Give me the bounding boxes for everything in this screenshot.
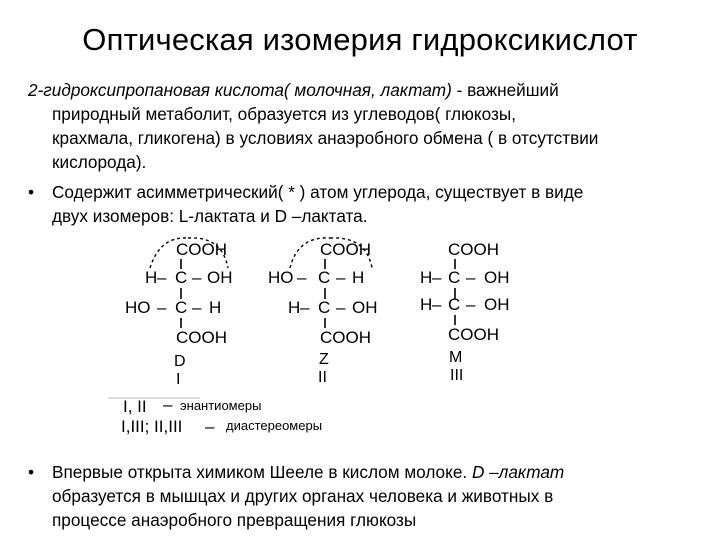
isomer-legend xyxy=(108,395,322,436)
molecule-2-c1-left: HO xyxy=(268,268,294,287)
d-lactate-term: D –лактат xyxy=(471,462,565,482)
molecule-1-carbon-2: C xyxy=(175,298,188,317)
molecule-2-top-group: COOH xyxy=(320,240,371,259)
legend-diastereomers-label: диастереомеры xyxy=(226,418,323,433)
svg-text:–: – xyxy=(205,417,215,436)
svg-text:–: – xyxy=(192,268,202,287)
molecule-1-carbon-1: C xyxy=(175,268,188,287)
svg-text:–: – xyxy=(466,268,476,287)
molecule-3-carbon-2: C xyxy=(448,295,461,314)
bullet-scheele-discovery xyxy=(28,460,718,532)
bullet2-line-1: Впервые открыта химиком Шееле в кислом молоке. D –лактат xyxy=(52,462,565,482)
molecule-1-numeral: I xyxy=(176,371,181,388)
intro-line-4: кислорода). xyxy=(52,152,147,172)
svg-text:–: – xyxy=(336,268,346,287)
acid-name: 2-гидроксипропановая кислота( молочная, лактат) xyxy=(28,80,452,100)
bullet1-line-2: двух изомеров: L-лактата и D –лактата. xyxy=(52,206,368,226)
svg-text:–: – xyxy=(300,298,310,317)
svg-text:–: – xyxy=(192,298,202,317)
molecule-3-c1-left: H xyxy=(420,268,433,287)
legend-enantiomer-pair: I, II xyxy=(123,397,147,416)
legend-enantiomers-label: энантиомеры xyxy=(180,398,262,413)
slide-title: Оптическая изомерия гидроксикислот xyxy=(82,22,638,57)
molecule-3-carbon-1: C xyxy=(448,268,461,287)
molecule-2-letter: Z xyxy=(319,351,329,368)
bullet-marker: • xyxy=(28,462,35,482)
svg-text:–: – xyxy=(157,268,167,287)
bullet2-line-3: процессе анаэробного превращения глюкозы xyxy=(52,510,417,530)
molecule-3-bottom-group: COOH xyxy=(448,325,499,344)
svg-text:–: – xyxy=(432,268,442,287)
molecule-1-bottom-group: COOH xyxy=(176,328,227,347)
molecule-2 xyxy=(268,238,378,386)
molecule-1 xyxy=(125,238,233,388)
molecule-3 xyxy=(420,240,510,384)
molecule-1-top-group: COOH xyxy=(176,240,227,259)
molecule-2-numeral: II xyxy=(318,369,327,386)
molecule-2-c1-right: H xyxy=(352,268,365,287)
molecule-2-c2-left: H xyxy=(288,298,301,317)
intro-line-1: 2-гидроксипропановая кислота( молочная, лактат) - важнейший xyxy=(28,80,559,100)
intro-line-3: крахмала, гликогена) в условиях анаэробного обмена ( в отсутствии xyxy=(52,128,599,148)
molecule-1-c2-right: H xyxy=(209,298,222,317)
svg-text:–: – xyxy=(466,295,476,314)
svg-text:–: – xyxy=(163,395,173,414)
bullet2-line-2: образуется в мышцах и других органах человека и животных в xyxy=(52,486,554,506)
intro-line-2: природный метаболит, образуется из углеводов( глюкозы, xyxy=(52,104,516,124)
svg-text:–: – xyxy=(336,298,346,317)
molecule-3-top-group: COOH xyxy=(448,240,499,259)
molecule-3-letter: M xyxy=(449,349,463,366)
molecule-3-numeral: III xyxy=(450,367,464,384)
molecule-3-c2-right: OH xyxy=(484,295,510,314)
molecule-1-c2-left: HO xyxy=(125,298,151,317)
svg-text:–: – xyxy=(432,295,442,314)
bullet-marker: • xyxy=(28,182,35,202)
molecule-3-c1-right: OH xyxy=(484,268,510,287)
molecule-2-c2-right: OH xyxy=(352,298,378,317)
molecule-1-c1-left: H xyxy=(145,268,158,287)
legend-diastereomer-pairs: I,III; II,III xyxy=(121,417,183,436)
molecule-2-carbon-1: C xyxy=(318,268,331,287)
svg-text:–: – xyxy=(297,268,307,287)
molecule-3-c2-left: H xyxy=(420,295,433,314)
molecule-2-carbon-2: C xyxy=(318,298,331,317)
molecule-2-bottom-group: COOH xyxy=(320,328,371,347)
bullet1-line-1: Содержит асимметрический( * ) атом углерода, существует в виде xyxy=(52,182,584,202)
molecule-1-letter: D xyxy=(174,353,186,370)
svg-text:–: – xyxy=(157,298,167,317)
molecule-1-c1-right: OH xyxy=(207,268,233,287)
